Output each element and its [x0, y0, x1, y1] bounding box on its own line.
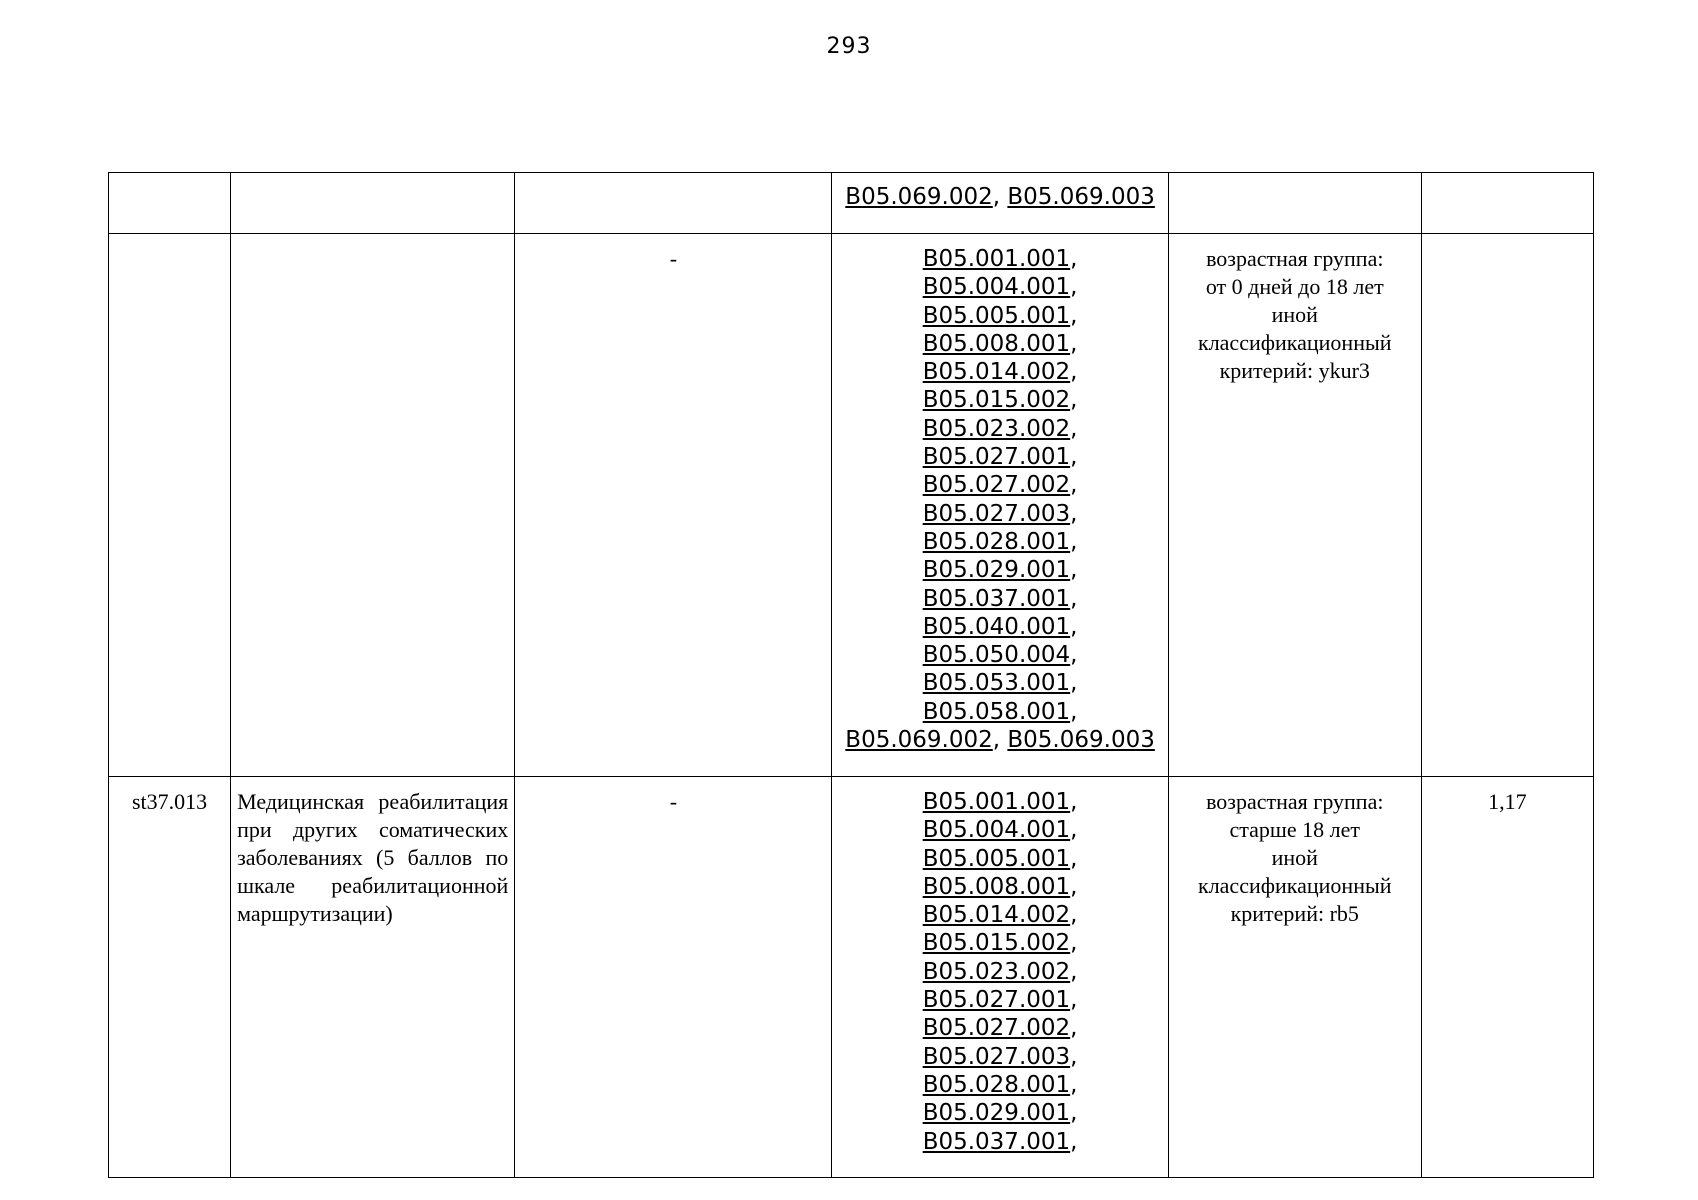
cell-diagnosis: - — [515, 777, 832, 1178]
services-list — [832, 234, 1167, 754]
service-line: B05.027.002, — [922, 1015, 1078, 1042]
service-code: B05.050.004 — [922, 642, 1071, 669]
criteria-line: классификационный — [1198, 873, 1392, 898]
cell-coefficient — [1421, 173, 1593, 234]
criteria-line: иной — [1271, 302, 1318, 327]
service-line: B05.005.001, — [922, 845, 1078, 872]
criteria-line: классификационный — [1198, 330, 1392, 355]
service-code: B05.027.001 — [922, 987, 1071, 1014]
services-list — [832, 777, 1167, 1156]
service-code: B05.005.001 — [922, 845, 1071, 872]
service-code: B05.029.001 — [922, 1100, 1071, 1127]
cell-services — [832, 173, 1168, 234]
service-code: B05.029.001 — [922, 557, 1071, 584]
service-line: B05.058.001, — [922, 698, 1078, 725]
criteria-line: от 0 дней до 18 лет — [1205, 274, 1384, 299]
cell-services — [832, 234, 1168, 777]
service-line: B05.069.002, B05.069.003 — [845, 727, 1155, 754]
service-code: B05.028.001 — [922, 528, 1071, 555]
service-line: B05.029.001, — [922, 557, 1078, 584]
service-code: B05.058.001 — [922, 698, 1071, 725]
service-line: B05.001.001, — [922, 789, 1078, 815]
service-code: B05.027.002 — [922, 472, 1071, 499]
cell-name — [231, 173, 515, 234]
service-line: B05.008.001, — [922, 873, 1078, 900]
table-row — [109, 173, 1594, 234]
service-line: B05.027.003, — [922, 1043, 1078, 1070]
service-line: B05.037.001, — [922, 1128, 1078, 1155]
tariff-table — [108, 172, 1594, 1178]
criteria-line: иной — [1271, 845, 1318, 870]
service-line: B05.027.001, — [922, 444, 1078, 471]
service-line: B05.053.001, — [922, 670, 1078, 697]
service-line: B05.029.001, — [922, 1100, 1078, 1127]
service-line: B05.069.002, B05.069.003 — [845, 184, 1155, 210]
service-code: B05.027.003 — [922, 500, 1071, 527]
services-list — [832, 173, 1167, 211]
service-code: B05.069.002 — [845, 727, 993, 754]
service-line: B05.015.002, — [922, 387, 1078, 414]
service-code: B05.027.003 — [922, 1043, 1071, 1070]
cell-diagnosis: - — [515, 234, 832, 777]
service-line: B05.014.002, — [922, 359, 1078, 386]
service-line: B05.050.004, — [922, 642, 1078, 669]
cell-name — [231, 234, 515, 777]
cell-diagnosis — [515, 173, 832, 234]
service-code: B05.008.001 — [922, 873, 1071, 900]
criteria-line: возрастная группа: — [1206, 789, 1384, 814]
service-code: B05.014.002 — [922, 359, 1071, 386]
service-code: B05.027.002 — [922, 1015, 1071, 1042]
service-code: B05.008.001 — [922, 330, 1071, 357]
service-line: B05.040.001, — [922, 613, 1078, 640]
cell-code — [109, 234, 231, 777]
service-line: B05.001.001, — [922, 246, 1078, 272]
service-code: B05.004.001 — [922, 274, 1071, 301]
service-code: B05.004.001 — [922, 817, 1071, 844]
criteria-line: критерий: ykur3 — [1219, 358, 1370, 383]
cell-coefficient: 1,17 — [1421, 777, 1593, 1178]
service-code: B05.053.001 — [922, 670, 1071, 697]
service-code: B05.023.002 — [922, 958, 1071, 985]
cell-criteria — [1168, 777, 1421, 1178]
service-line: B05.005.001, — [922, 302, 1078, 329]
cell-services — [832, 777, 1168, 1178]
criteria-line: возрастная группа: — [1206, 246, 1384, 271]
cell-code: st37.013 — [109, 777, 231, 1178]
criteria-line: старше 18 лет — [1229, 817, 1360, 842]
service-code: B05.037.001 — [922, 585, 1071, 612]
table-row — [109, 234, 1594, 777]
service-line: B05.028.001, — [922, 1071, 1078, 1098]
service-line: B05.027.002, — [922, 472, 1078, 499]
service-code: B05.069.002 — [845, 184, 993, 210]
service-code: B05.028.001 — [922, 1071, 1071, 1098]
service-code: B05.001.001 — [922, 246, 1071, 272]
service-code: B05.014.002 — [922, 902, 1071, 929]
page-number: 293 — [826, 34, 872, 59]
service-line: B05.028.001, — [922, 528, 1078, 555]
service-code: B05.069.003 — [1007, 184, 1155, 210]
service-line: B05.037.001, — [922, 585, 1078, 612]
service-code: B05.037.001 — [922, 1128, 1071, 1155]
service-line: B05.008.001, — [922, 330, 1078, 357]
service-code: B05.015.002 — [922, 387, 1071, 414]
criteria-list — [1169, 777, 1421, 928]
service-code: B05.040.001 — [922, 613, 1071, 640]
service-code: B05.023.002 — [922, 415, 1071, 442]
criteria-list — [1169, 173, 1421, 184]
service-line: B05.027.001, — [922, 987, 1078, 1014]
cell-criteria — [1168, 234, 1421, 777]
cell-coefficient — [1421, 234, 1593, 777]
service-code: B05.015.002 — [922, 930, 1071, 957]
service-code: B05.001.001 — [922, 789, 1071, 815]
service-code: B05.027.001 — [922, 444, 1071, 471]
service-code: B05.069.003 — [1007, 727, 1155, 754]
service-line: B05.004.001, — [922, 274, 1078, 301]
table-row — [109, 777, 1594, 1178]
service-line: B05.023.002, — [922, 415, 1078, 442]
cell-criteria — [1168, 173, 1421, 234]
cell-code — [109, 173, 231, 234]
service-line: B05.015.002, — [922, 930, 1078, 957]
service-code: B05.005.001 — [922, 302, 1071, 329]
service-line: B05.004.001, — [922, 817, 1078, 844]
criteria-line: критерий: rb5 — [1230, 901, 1359, 926]
cell-name: Медицинская реабилитация при других соматических заболеваниях (5 баллов по шкале реабилитационной маршрутизации) — [231, 777, 515, 1178]
service-line: B05.027.003, — [922, 500, 1078, 527]
service-line: B05.014.002, — [922, 902, 1078, 929]
service-line: B05.023.002, — [922, 958, 1078, 985]
criteria-list — [1169, 234, 1421, 385]
